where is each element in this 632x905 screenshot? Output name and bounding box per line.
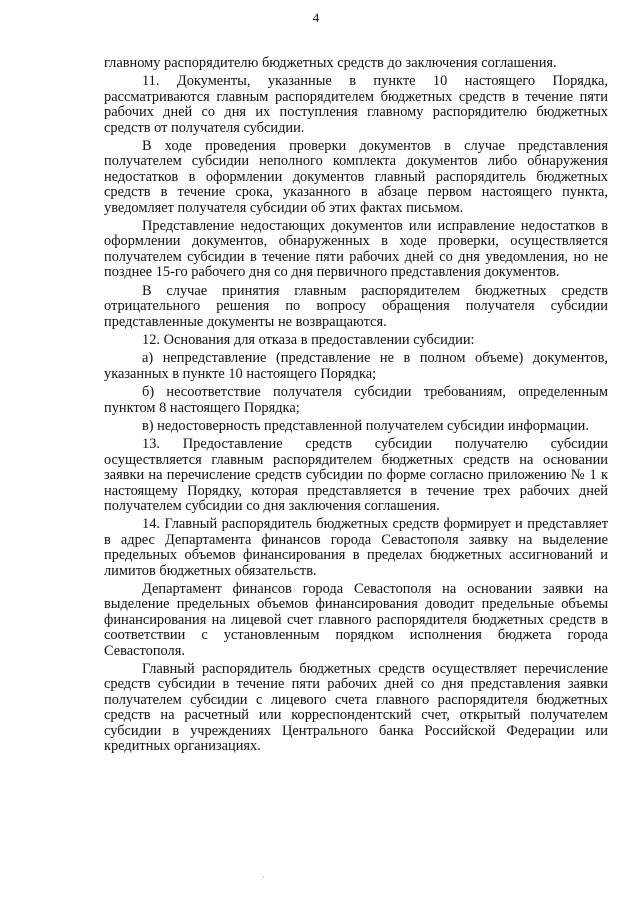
footer-mark: · [262, 872, 265, 882]
document-body [104, 56, 608, 757]
paragraph-continuation: главному распорядителю бюджетных средств до заключения соглашения. [104, 55, 557, 71]
page-number: 4 [312, 10, 320, 25]
paragraph-finance-department: Департамент финансов города Севастополя на основании заявки на выделение предельных объемов финансирования доводит предельные объемы финансирования на лицевой счет главного распорядителя бюджетных средств в соответствии с установленным порядком исполнения бюджета города Севастополя. [104, 581, 608, 659]
paragraph-item-11: 11. Документы, указанные в пункте 10 настоящего Порядка, рассматриваются главным распорядителем бюджетных средств в течение пяти рабочих дней со дня их поступления главному распорядителю бюджетных средств от получателя субсидии. [104, 73, 608, 136]
paragraph-item-13: 13. Предоставление средств субсидии получателю субсидии осуществляется главным распорядителем бюджетных средств на основании заявки на перечисление средств субсидии по форме согласно приложению № 1 к настоящему Порядку, которая представляется в течение трех рабочих дней получателем субсидии со дня заключения соглашения. [104, 436, 608, 514]
paragraph-document-check: В ходе проведения проверки документов в случае представления получателем субсидии неполного комплекта документов либо обнаружения недостатков в оформлении документов главный распорядитель бюджетных средств в течение срока, указанного в абзаце первом настоящего пункта, уведомляет получателя субсидии об этих фактах письмом. [104, 138, 608, 216]
paragraph-item-12: 12. Основания для отказа в предоставлении субсидии: [142, 331, 475, 348]
paragraph-item-12-v: в) недостоверность представленной получателем субсидии информации. [142, 417, 589, 434]
paragraph-item-14: 14. Главный распорядитель бюджетных средств формирует и представляет в адрес Департамента финансов города Севастополя заявку на выделение предельных объемов финансирования в пределах бюджетных ассигнований и лимитов бюджетных обязательств. [104, 516, 608, 579]
paragraph-item-12-a: а) непредставление (представление не в полном объеме) документов, указанных в пункте 10 настоящего Порядка; [104, 350, 608, 382]
paragraph-item-12-b: б) несоответствие получателя субсидии требованиям, определенным пунктом 8 настоящего Порядка; [104, 384, 608, 416]
paragraph-missing-documents: Представление недостающих документов или исправление недостатков в оформлении документов, обнаруженных в ходе проверки, осуществляется получателем субсидии в течение пяти рабочих дней со дня уведомления, но не позднее 15-го рабочего дня со дня первичного представления документов. [104, 218, 608, 281]
paragraph-negative-decision: В случае принятия главным распорядителем бюджетных средств отрицательного решения по вопросу обращения получателя субсидии представленные документы не возвращаются. [104, 282, 608, 330]
paragraph-transfer-funds: Главный распорядитель бюджетных средств осуществляет перечисление средств субсидии в течение пяти рабочих дней со дня представления заявки получателем субсидии с лицевого счета главного распорядителя бюджетных средств на расчетный или корреспондентский счет, открытый получателем субсидии в учреждениях Центрального банка Российской Федерации или кредитных организациях. [104, 661, 608, 755]
